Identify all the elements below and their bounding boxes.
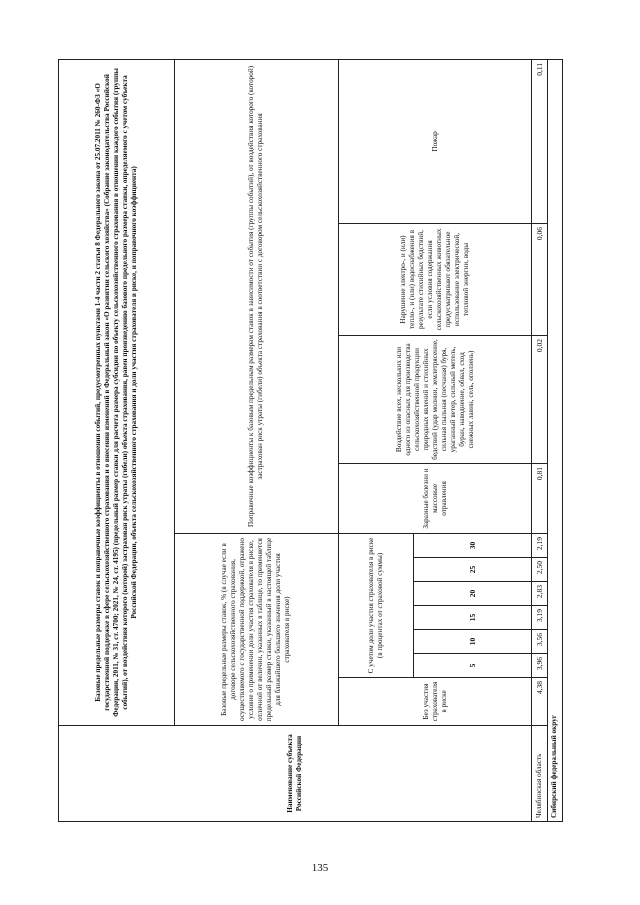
rates-table (58, 59, 563, 822)
event-fire-header: Пожар (338, 59, 532, 223)
share-15: 15 (414, 606, 532, 630)
value-cell: 3,96 (532, 654, 547, 678)
rotated-table-container (58, 60, 563, 822)
section-row (547, 59, 562, 821)
value-cell: 0,11 (532, 59, 547, 223)
share-10: 10 (414, 630, 532, 654)
event-utility-header: Нарушение электро-, и (или) тепло-, и (или) водоснабжения в результате стихийных бедствий, если условия содержания сельскохозяйственных животных предусматривают обязательное использование электрической, тепловой энергии, воды (338, 224, 532, 336)
share-30: 30 (414, 534, 532, 558)
no-participation-header: Без участия страхователя в риске (338, 678, 532, 726)
page-number: 135 (311, 862, 329, 874)
value-cell: 0,02 (532, 336, 547, 464)
value-cell: 4,38 (532, 678, 547, 726)
value-cell: 3,19 (532, 606, 547, 630)
share-25: 25 (414, 558, 532, 582)
event-natural-header: Воздействие всех, нескольких или одного из опасных для производства сельскохозяйственной продукции природных явлений и стихийных бедствий (удар молнии, землетрясение, сильная пыльная (песчаная) буря, ураганный ветер, сильный метель, буран, наводнение, обвал, сход снежных лавин, сель, оползень) (338, 336, 532, 464)
event-infectious-header: Заразные болезни и массовые отравления (338, 464, 532, 534)
value-cell: 0,06 (532, 224, 547, 336)
main-header: Базовые предельные размеры ставок и поправочные коэффициенты в отношении событий, предусмотренных пунктами 1-4 части 2 статьи 8 Федерального закона от 25.07.2011 № 260-ФЗ «О государственной поддержке в сфере сельскохозяйственного страхования и о внесении изменений в Федеральный закон «О развитии сельского хозяйства» (Собрание законодательства Российской Федерации, 2011, № 31, ст. 4700; 2021, № 24, ст. 4195) (предельный размер ставки для расчета размера субсидии по объекту сельскохозяйственного страхования в отношении каждого события (группы событий), от воздействия которого (которой) застрахован риск утраты (гибели) объекта страхования, равен произведению базового предельного размера ставки, определяемого с учетом субъекта Российской Федерации, объекта сельскохозяйственного страхования и доли участия страхователя в риске, и поправочного коэффициента) (59, 59, 175, 725)
value-cell: 2,19 (532, 534, 547, 558)
value-cell: 0,81 (532, 464, 547, 534)
region-column-header: Наименование субъекта Российской Федерации (59, 726, 532, 822)
share-20: 20 (414, 582, 532, 606)
value-cell: 3,56 (532, 630, 547, 654)
value-cell: 2,83 (532, 582, 547, 606)
share-5: 5 (414, 654, 532, 678)
section-title: Сибирский федеральный округ (547, 59, 562, 821)
base-rates-header: Базовые предельные размеры ставок, % (в случае если в договоре сельскохозяйственного страхования, осуществляемого с государственной поддержкой, отражено условие о применении доли участия страхователя в риске, отличной от величин, указанных в таблице, то применяется предельный размер ставки, указанный в настоящей таблице для ближайшего большего значения доли участия страхователя в риске) (175, 534, 339, 726)
value-cell: 2,50 (532, 558, 547, 582)
table-row (532, 59, 547, 821)
coefficients-header: Поправочные коэффициенты к базовым предельным размерам ставок в зависимости от события (группы событий), от воздействия которого (которой) застрахован риск утраты (гибели) объекта страхования в соответствии с договором сельскохозяйственного страхования (175, 59, 339, 533)
with-participation-header: С учетом доли участия страхователя в риске (в процентах от страховой суммы) (338, 534, 413, 678)
region-name: Челябинская область (532, 726, 547, 822)
